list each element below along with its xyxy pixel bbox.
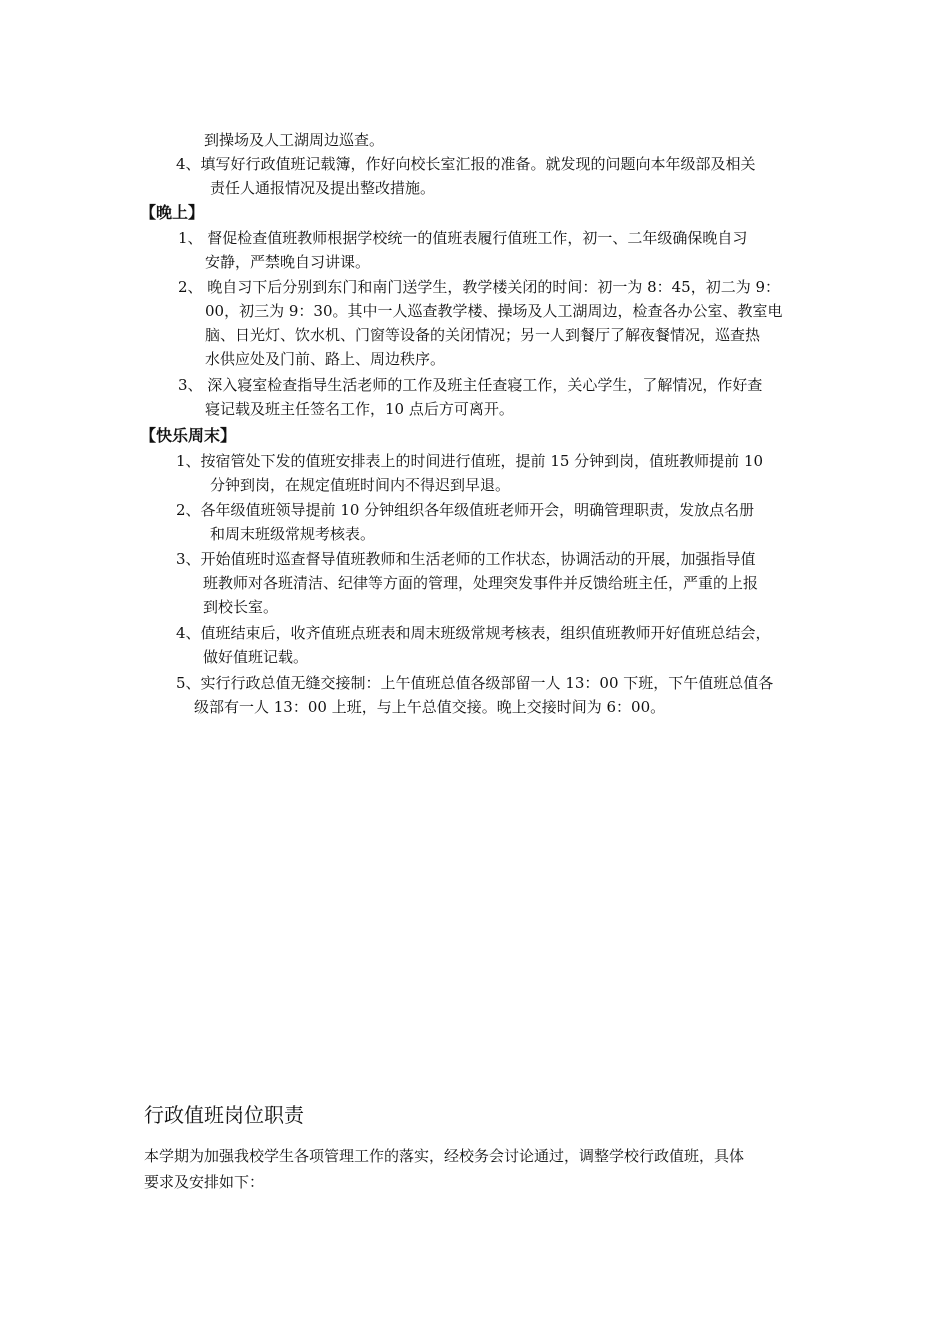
list-item: 2、各年级值班领导提前 10 分钟组织各年级值班老师开会，明确管理职责，发放点名册 — [176, 501, 755, 519]
list-item-continuation: 脑、日光灯、饮水机、门窗等设备的关闭情况；另一人到餐厅了解夜餐情况，巡查热 — [205, 326, 761, 344]
paragraph-line: 本学期为加强我校学生各项管理工作的落实，经校务会讨论通过，调整学校行政值班，具体 — [144, 1147, 745, 1165]
paragraph-line: 到操场及人工湖周边巡查。 — [204, 131, 385, 149]
page-title: 行政值班岗位职责 — [144, 1103, 304, 1127]
list-item: 3、 深入寝室检查指导生活老师的工作及班主任查寝工作，关心学生，了解情况，作好查 — [178, 376, 763, 394]
list-item-continuation: 和周末班级常规考核表。 — [210, 525, 376, 543]
list-item-continuation: 安静，严禁晚自习讲课。 — [205, 253, 371, 271]
list-item: 4、值班结束后，收齐值班点班表和周末班级常规考核表，组织值班教师开好值班总结会， — [176, 624, 771, 642]
list-item-continuation: 级部有一人 13：00 上班，与上午总值交接。晚上交接时间为 6：00。 — [194, 698, 666, 716]
paragraph-line: 要求及安排如下： — [144, 1173, 265, 1191]
list-item-continuation: 分钟到岗，在规定值班时间内不得迟到早退。 — [210, 476, 511, 494]
list-item: 1、按宿管处下发的值班安排表上的时间进行值班，提前 15 分钟到岗，值班教师提前 10 — [176, 452, 764, 470]
list-item-continuation: 00，初三为 9：30。其中一人巡查教学楼、操场及人工湖周边，检查各办公室、教室电 — [205, 302, 783, 320]
list-item-continuation: 做好值班记载。 — [203, 648, 309, 666]
list-item: 5、实行行政总值无缝交接制：上午值班总值各级部留一人 13：00 下班，下午值班总值各 — [176, 674, 774, 692]
list-item: 3、开始值班时巡查督导值班教师和生活老师的工作状态，协调活动的开展，加强指导值 — [176, 550, 756, 568]
list-item: 1、 督促检查值班教师根据学校统一的值班表履行值班工作，初一、二年级确保晚自习 — [178, 229, 748, 247]
section-heading-weekend: 【快乐周末】 — [140, 426, 237, 445]
list-item-continuation: 寝记载及班主任签名工作，10 点后方可离开。 — [205, 400, 514, 418]
list-item: 4、填写好行政值班记载簿，作好向校长室汇报的准备。就发现的问题向本年级部及相关 — [176, 155, 756, 173]
list-item: 2、 晚自习下后分别到东门和南门送学生，教学楼关闭的时间：初一为 8：45，初二为 9： — [178, 278, 781, 296]
list-item-continuation: 到校长室。 — [203, 598, 279, 616]
section-heading-evening: 【晚上】 — [140, 203, 205, 222]
list-item-continuation: 责任人通报情况及提出整改措施。 — [210, 179, 436, 197]
list-item-continuation: 班教师对各班清洁、纪律等方面的管理，处理突发事件并反馈给班主任，严重的上报 — [203, 574, 759, 592]
list-item-continuation: 水供应处及门前、路上、周边秩序。 — [205, 350, 446, 368]
